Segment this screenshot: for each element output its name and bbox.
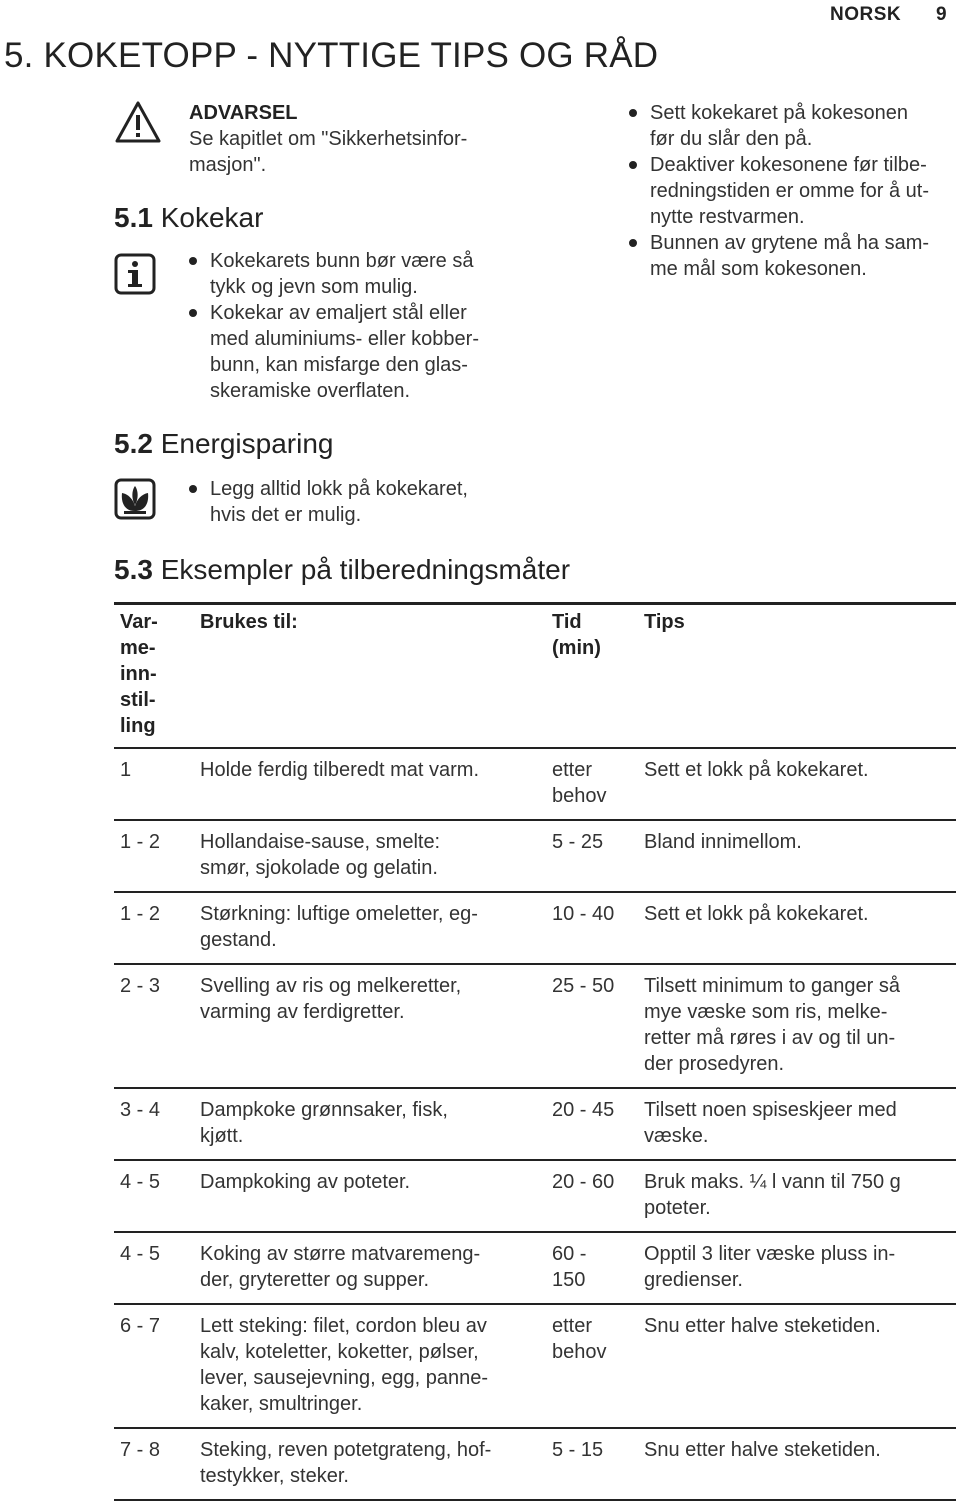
section-label: Eksempler på tilberedningsmåter <box>152 554 571 585</box>
use-cell: Holde ferdig tilberedt mat varm. <box>194 748 546 820</box>
tips-cell: Bruk maks. ¼ l vann til 750 g poteter. <box>638 1160 956 1232</box>
time-cell: 10 - 40 <box>546 892 638 964</box>
section-5-3-heading <box>114 554 570 586</box>
warning-icon <box>114 100 162 149</box>
use-cell: Steking, reven potetgrateng, hof- testykker, steker. <box>194 1428 546 1500</box>
tips-cell: Tilsett noen spiseskjeer med væske. <box>638 1088 956 1160</box>
language-label: NORSK <box>830 4 902 25</box>
heat-setting-header: Var- me- inn- stil- ling <box>120 611 158 737</box>
section-label: Energisparing <box>152 428 334 459</box>
time-cell: 20 - 45 <box>546 1088 638 1160</box>
time-cell: 5 - 15 <box>546 1428 638 1500</box>
list-item: Legg alltid lokk på kokekaret, hvis det er mulig. <box>186 476 526 528</box>
tips-cell: Tilsett minimum to ganger så mye væske som ris, melke- retter må røres i av og til un- der prosedyren. <box>638 964 956 1088</box>
table-header-row <box>114 604 956 749</box>
heat-setting-cell: 6 - 7 <box>114 1304 194 1428</box>
use-cell: Hollandaise-sause, smelte: smør, sjokolade og gelatin. <box>194 820 546 892</box>
use-cell: Koking av større matvaremeng- der, gryteretter og supper. <box>194 1232 546 1304</box>
warning-line-2: masjon". <box>189 154 267 176</box>
list-item: Kokekarets bunn bør være så tykk og jevn som mulig. <box>186 248 526 300</box>
table-row <box>114 1160 956 1232</box>
section-number: 5.3 <box>114 554 153 585</box>
section-title: 5. KOKETOPP - NYTTIGE TIPS OG RÅD <box>4 36 659 75</box>
table-row <box>114 1088 956 1160</box>
heat-setting-cell: 3 - 4 <box>114 1088 194 1160</box>
heat-setting-cell: 7 - 8 <box>114 1428 194 1500</box>
table-row <box>114 964 956 1088</box>
time-cell: etter behov <box>546 748 638 820</box>
table-row <box>114 748 956 820</box>
list-item: Kokekar av emaljert stål eller med aluminiums- eller kobber- bunn, kan misfarge den glas- skeramiske overflaten. <box>186 300 526 404</box>
table-row <box>114 1232 956 1304</box>
heat-setting-cell: 4 - 5 <box>114 1160 194 1232</box>
use-cell: Svelling av ris og melkeretter, varming av ferdigretter. <box>194 964 546 1088</box>
heat-setting-cell: 1 - 2 <box>114 820 194 892</box>
heat-setting-cell: 2 - 3 <box>114 964 194 1088</box>
tips-cell: Bland innimellom. <box>638 820 956 892</box>
section-number: 5.1 <box>114 202 153 233</box>
tips-cell: Snu etter halve steketiden. <box>638 1428 956 1500</box>
heat-setting-cell: 1 <box>114 748 194 820</box>
heat-setting-cell: 4 - 5 <box>114 1232 194 1304</box>
cookware-tips-list <box>626 100 956 282</box>
section-label: Kokekar <box>152 202 264 233</box>
use-cell: Størkning: luftige omeletter, eg- gestand. <box>194 892 546 964</box>
time-header: Tid (min) <box>552 611 601 659</box>
time-cell: 20 - 60 <box>546 1160 638 1232</box>
use-cell: Lett steking: filet, cordon bleu av kalv, koteletter, koketter, pølser, lever, sausejevning, egg, panne- kaker, smultringer. <box>194 1304 546 1428</box>
section-5-1-heading <box>114 202 263 234</box>
list-item: Deaktiver kokesonene før tilbe- redningstiden er omme for å ut- nytte restvarmen. <box>626 152 956 230</box>
cooking-table <box>114 602 956 1501</box>
time-cell: 60 - 150 <box>546 1232 638 1304</box>
use-cell: Dampkoke grønnsaker, fisk, kjøtt. <box>194 1088 546 1160</box>
list-item: Sett kokekaret på kokesonen før du slår den på. <box>626 100 956 152</box>
energy-list <box>186 476 526 528</box>
heat-setting-cell: 1 - 2 <box>114 892 194 964</box>
page-number: 9 <box>936 4 947 25</box>
list-item: Bunnen av grytene må ha sam- me mål som kokesonen. <box>626 230 956 282</box>
time-cell: 5 - 25 <box>546 820 638 892</box>
eco-leaf-icon <box>114 478 156 525</box>
section-number: 5.2 <box>114 428 153 459</box>
warning-line-1: Se kapitlet om "Sikkerhetsinfor- <box>189 128 468 150</box>
use-cell: Dampkoking av poteter. <box>194 1160 546 1232</box>
table-row <box>114 820 956 892</box>
tips-header: Tips <box>644 611 685 633</box>
tips-cell: Snu etter halve steketiden. <box>638 1304 956 1428</box>
table-row <box>114 892 956 964</box>
tips-cell: Opptil 3 liter væske pluss in- gredienser. <box>638 1232 956 1304</box>
warning-title: ADVARSEL <box>189 102 298 124</box>
tips-cell: Sett et lokk på kokekaret. <box>638 892 956 964</box>
section-5-2-heading <box>114 428 334 460</box>
warning-block <box>189 100 529 178</box>
info-icon <box>114 253 156 300</box>
table-row <box>114 1304 956 1428</box>
time-cell: 25 - 50 <box>546 964 638 1088</box>
table-row <box>114 1428 956 1500</box>
cookware-list <box>186 248 526 404</box>
time-cell: etter behov <box>546 1304 638 1428</box>
tips-cell: Sett et lokk på kokekaret. <box>638 748 956 820</box>
use-header: Brukes til: <box>200 611 298 633</box>
